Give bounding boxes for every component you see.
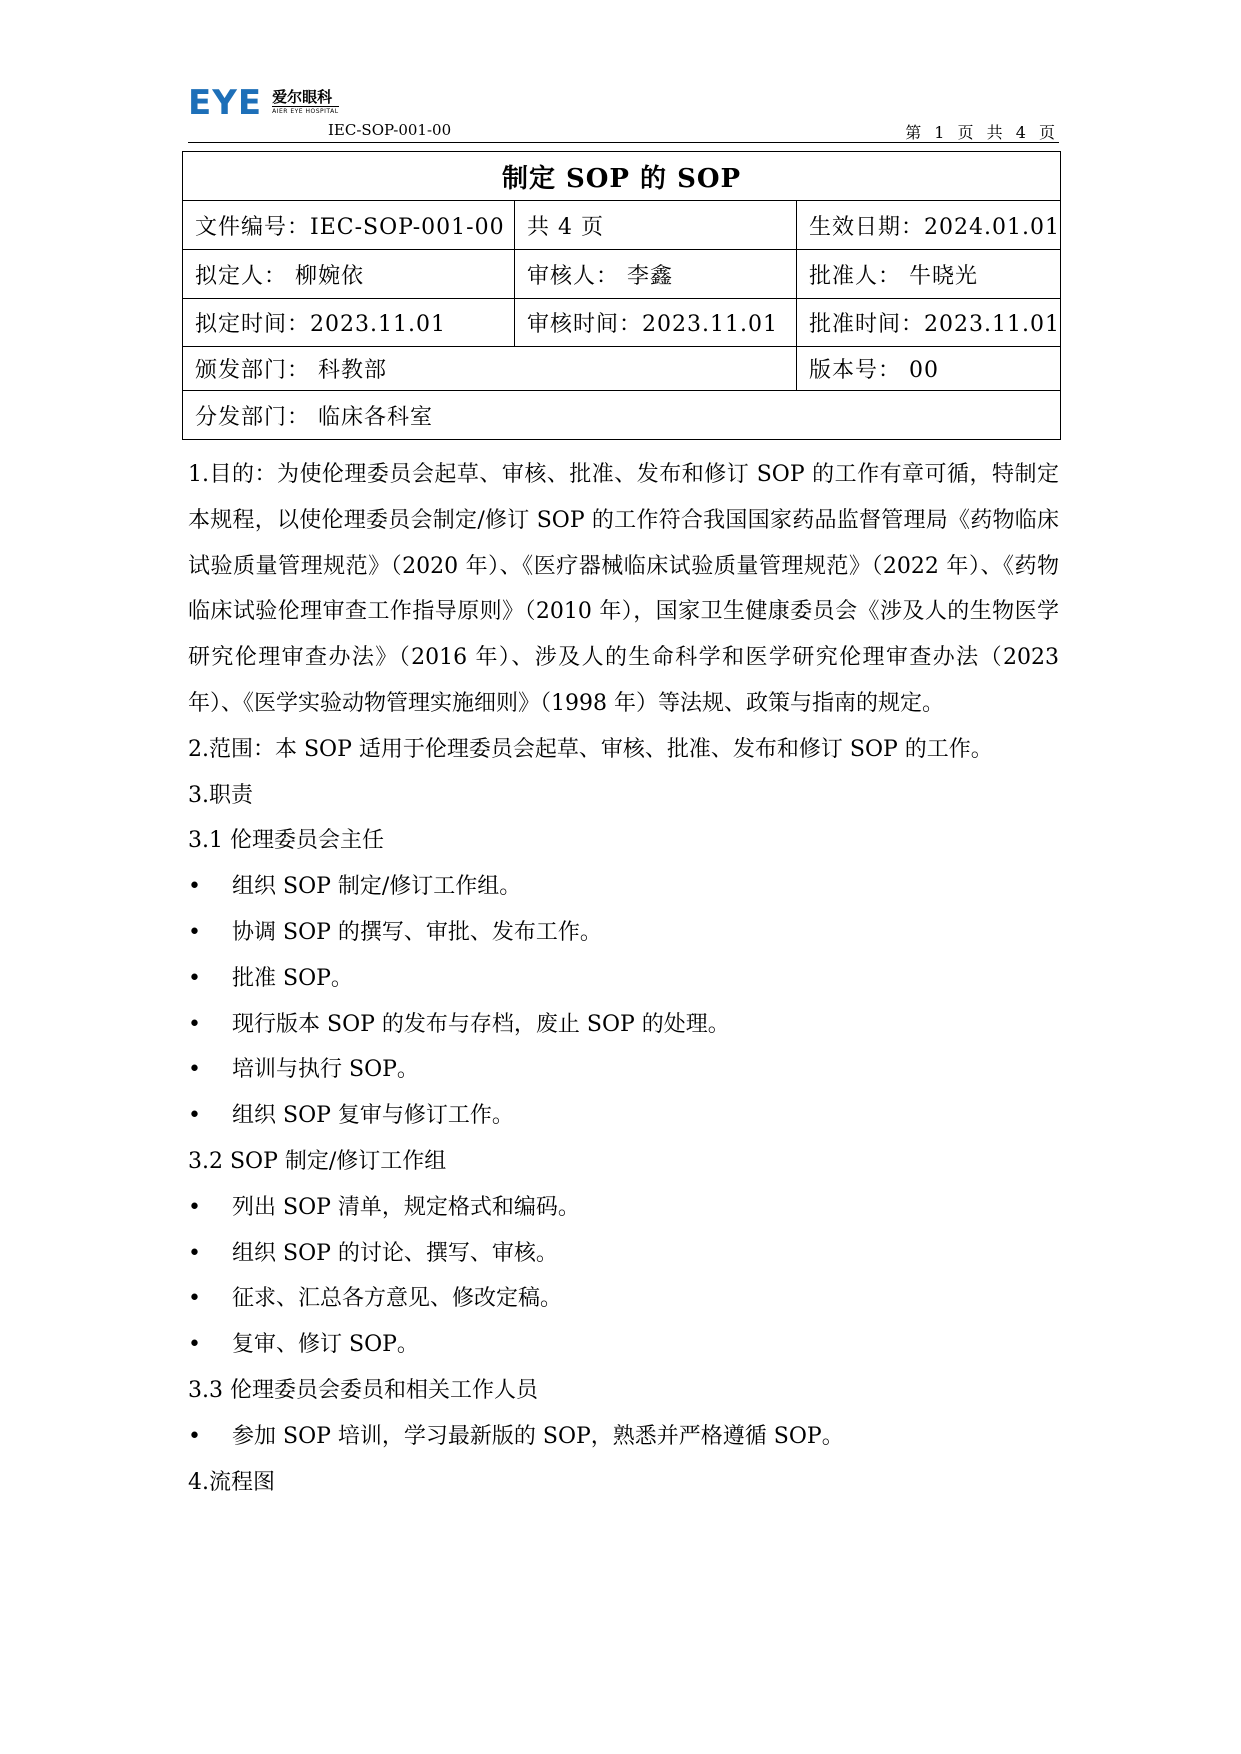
- list-item: [188, 910, 1059, 956]
- list-item-text: 组织 SOP 的讨论、撰写、审核。: [232, 1240, 558, 1266]
- logo-text: [272, 88, 338, 116]
- effective-date: 生效日期：2024.01.01: [797, 201, 1061, 250]
- bullet-glyph: •: [188, 1194, 201, 1220]
- distribution-department: 分发部门： 临床各科室: [183, 391, 1061, 440]
- page-count: 共 4 页: [515, 201, 797, 250]
- list-item: [188, 1414, 1059, 1460]
- hospital-logo: [188, 83, 339, 123]
- approve-time: 批准时间：2023.11.01: [797, 299, 1061, 347]
- document-body: [188, 452, 1059, 1505]
- list-item-text: 组织 SOP 制定/修订工作组。: [232, 874, 522, 900]
- list-item: [188, 1047, 1059, 1093]
- logo-chinese-name: 爱尔眼科: [272, 88, 333, 106]
- list-item: [188, 1322, 1059, 1368]
- purpose-paragraph: 1.目的：为使伦理委员会起草、审核、批准、发布和修订 SOP 的工作有章可循，特制定本规程，以使伦理委员会制定/修订 SOP 的工作符合我国国家药品监督管理局《药物临床试验质量管理规范》（2020 年）、《医疗器械临床试验质量管理规范》（2022 年）、《药物临床试验伦理审查工作指导原则》（2010 年），国家卫生健康委员会《涉及人的生物医学研究伦理审查办法》（2016 年）、涉及人的生命科学和医学研究伦理审查办法（2023 年）、《医学实验动物管理实施细则》（1998 年）等法规、政策与指南的规定。: [188, 462, 1059, 716]
- list-item-text: 培训与执行 SOP。: [232, 1057, 419, 1083]
- list-item-text: 参加 SOP 培训，学习最新版的 SOP，熟悉并严格遵循 SOP。: [232, 1423, 844, 1449]
- section-3-1-list: [188, 864, 1059, 1139]
- bullet-glyph: •: [188, 919, 201, 945]
- bullet-glyph: •: [188, 1286, 201, 1312]
- list-item-text: 批准 SOP。: [232, 965, 353, 991]
- version-number: 版本号： 00: [797, 347, 1061, 391]
- list-item: [188, 1231, 1059, 1277]
- section-3-3-list: [188, 1414, 1059, 1460]
- list-item-text: 组织 SOP 复审与修订工作。: [232, 1103, 514, 1129]
- header-divider: [188, 142, 1059, 143]
- review-time: 审核时间：2023.11.01: [515, 299, 797, 347]
- list-item: [188, 1185, 1059, 1231]
- logo-english-name: AIER EYE HOSPITAL: [272, 108, 339, 115]
- bullet-glyph: •: [188, 1240, 201, 1266]
- list-item: [188, 1276, 1059, 1322]
- bullet-glyph: •: [188, 1423, 201, 1449]
- list-item-text: 协调 SOP 的撰写、审批、发布工作。: [232, 919, 602, 945]
- list-item-text: 列出 SOP 清单，规定格式和编码。: [232, 1194, 580, 1220]
- document-info-table: [182, 151, 1061, 440]
- draft-time: 拟定时间：2023.11.01: [183, 299, 515, 347]
- list-item-text: 征求、汇总各方意见、修改定稿。: [232, 1286, 563, 1312]
- bullet-glyph: •: [188, 1057, 201, 1083]
- list-item: [188, 956, 1059, 1002]
- list-item-text: 现行版本 SOP 的发布与存档，废止 SOP 的处理。: [232, 1011, 730, 1037]
- bullet-glyph: •: [188, 1011, 201, 1037]
- file-number: 文件编号：IEC-SOP-001-00: [183, 201, 515, 250]
- section-3-2-list: [188, 1185, 1059, 1368]
- header-doc-code: IEC-SOP-001-00: [328, 121, 452, 139]
- document-title: 制定 SOP 的 SOP: [183, 152, 1061, 201]
- bullet-glyph: •: [188, 1103, 201, 1129]
- bullet-glyph: •: [188, 874, 201, 900]
- section-3-3-heading: 3.3 伦理委员会委员和相关工作人员: [188, 1377, 538, 1403]
- approver: 批准人： 牛晓光: [797, 250, 1061, 299]
- section-flowchart-heading: 4.流程图: [188, 1469, 275, 1495]
- list-item: [188, 1093, 1059, 1139]
- logo-mark: EYE: [188, 83, 263, 123]
- section-duties-heading: 3.职责: [188, 782, 253, 808]
- list-item: [188, 1002, 1059, 1048]
- bullet-glyph: •: [188, 965, 201, 991]
- issuing-department: 颁发部门： 科教部: [183, 347, 797, 391]
- list-item: [188, 864, 1059, 910]
- section-3-1-heading: 3.1 伦理委员会主任: [188, 828, 384, 854]
- bullet-glyph: •: [188, 1332, 201, 1358]
- scope-paragraph: 2.范围：本 SOP 适用于伦理委员会起草、审核、批准、发布和修订 SOP 的工作。: [188, 736, 993, 762]
- drafter: 拟定人： 柳婉依: [183, 250, 515, 299]
- section-3-2-heading: 3.2 SOP 制定/修订工作组: [188, 1148, 447, 1174]
- header-page-number: 第 1 页 共 4 页: [905, 123, 1059, 142]
- reviewer: 审核人： 李鑫: [515, 250, 797, 299]
- list-item-text: 复审、修订 SOP。: [232, 1332, 419, 1358]
